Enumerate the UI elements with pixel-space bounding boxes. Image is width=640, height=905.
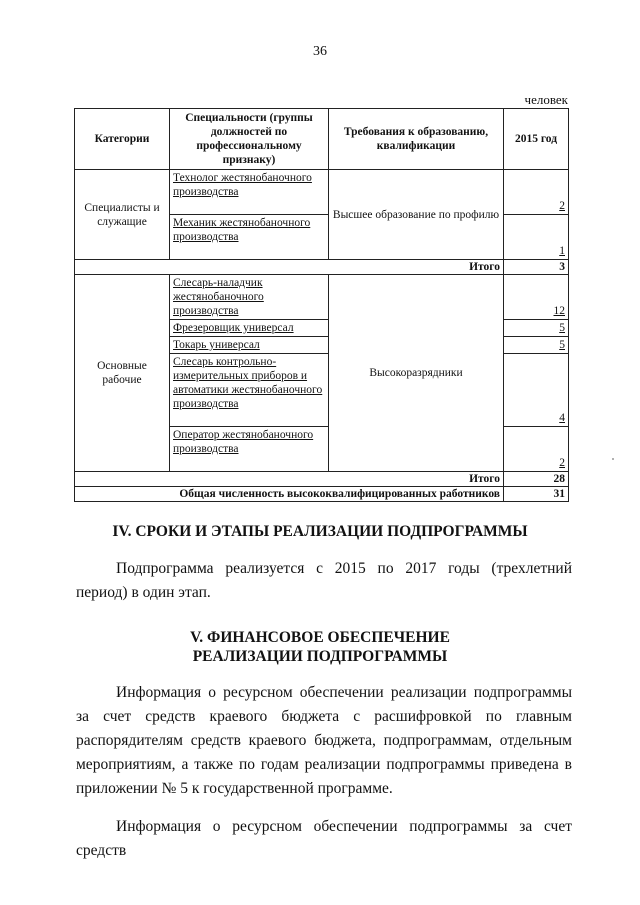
value-cell: 12: [504, 275, 569, 320]
section-4-paragraph: Подпрограмма реализуется с 2015 по 2017 годы (трехлетний период) в один этап.: [76, 560, 572, 601]
value-cell: 5: [504, 337, 569, 354]
specialty-cell: Слесарь-наладчик жестянобаночного производства: [170, 275, 329, 320]
requirement-cell: Высшее образование по профилю: [329, 170, 504, 260]
page-number: 36: [313, 44, 327, 59]
specialty-cell: Механик жестянобаночного производства: [170, 215, 329, 260]
value-cell: 2: [504, 427, 569, 472]
value-cell: 1: [504, 215, 569, 260]
section-5-paragraph-1: Информация о ресурсном обеспечении реализации подпрограммы за счет средств краевого бюджета с расшифровкой по главным распорядителям средств краевого бюджета, подпрограммам, отдельным мероприятиям, а также по годам реализации подпрограммы приведена в приложении № 5 к государственной программе.: [76, 684, 572, 797]
value-cell: 5: [504, 320, 569, 337]
specialty-cell: Слесарь контрольно-измерительных приборов и автоматики жестянобаночного производства: [170, 354, 329, 427]
table-row: [75, 275, 569, 320]
requirement-cell: Высокоразрядники: [329, 275, 504, 472]
header-year: 2015 год: [504, 109, 569, 170]
section-5-heading-line2: РЕАЛИЗАЦИИ ПОДПРОГРАММЫ: [192, 648, 448, 665]
specialty-cell: Технолог жестянобаночного производства: [170, 170, 329, 215]
subtotal-row: [75, 472, 569, 487]
table-header-row: [75, 109, 569, 170]
subtotal-row: [75, 260, 569, 275]
subtotal-value: 28: [504, 472, 569, 487]
grand-total-label: Общая численность высококвалифицированных работников: [75, 487, 504, 502]
section-5-heading-line1: V. ФИНАНСОВОЕ ОБЕСПЕЧЕНИЕ: [190, 629, 450, 646]
grand-total-value: 31: [504, 487, 569, 502]
units-label: человек: [524, 92, 568, 107]
staffing-table: [74, 108, 569, 502]
value-cell: 4: [504, 354, 569, 427]
table-row: [75, 170, 569, 215]
header-specialty: Специальности (группы должностей по профессиональному признаку): [170, 109, 329, 170]
section-5-paragraph-2: Информация о ресурсном обеспечении подпрограммы за счет средств: [76, 818, 572, 859]
category-cell: Основные рабочие: [75, 275, 170, 472]
header-category: Категории: [75, 109, 170, 170]
subtotal-label: Итого: [75, 472, 504, 487]
specialty-cell: Фрезеровщик универсал: [170, 320, 329, 337]
specialty-cell: Оператор жестянобаночного производства: [170, 427, 329, 472]
header-requirements: Требования к образованию, квалификации: [329, 109, 504, 170]
value-cell: 2: [504, 170, 569, 215]
grand-total-row: [75, 487, 569, 502]
category-cell: Специалисты и служащие: [75, 170, 170, 260]
subtotal-value: 3: [504, 260, 569, 275]
subtotal-label: Итого: [75, 260, 504, 275]
scan-mark: [612, 458, 614, 460]
specialty-cell: Токарь универсал: [170, 337, 329, 354]
section-4-heading: IV. СРОКИ И ЭТАПЫ РЕАЛИЗАЦИИ ПОДПРОГРАММЫ: [112, 523, 528, 540]
